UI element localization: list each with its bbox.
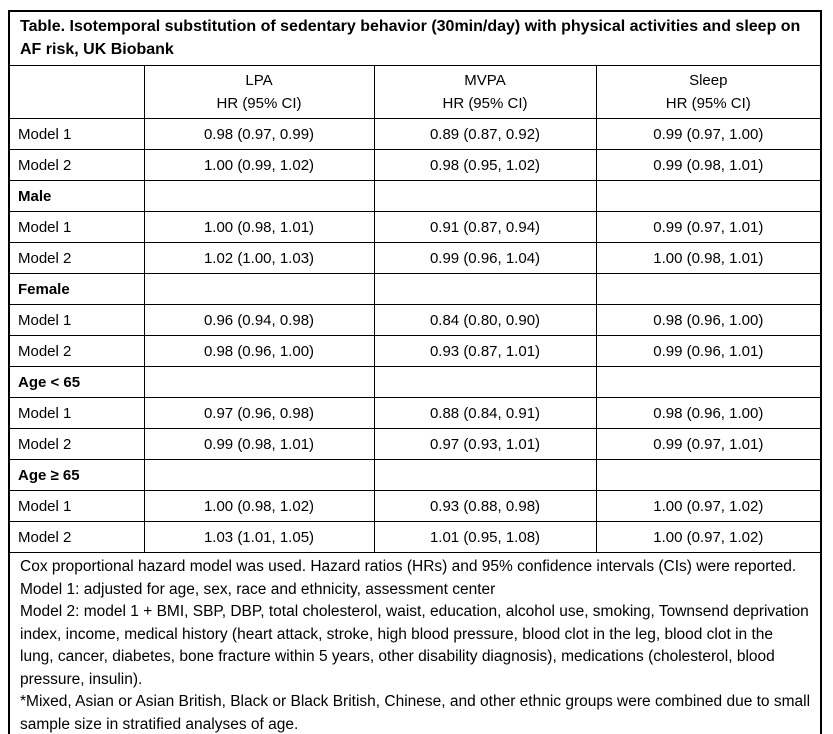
- row-label: Model 2: [9, 336, 144, 367]
- row-label: Model 2: [9, 150, 144, 181]
- header-lpa-sub: HR (95% CI): [216, 95, 302, 112]
- af-risk-table: [8, 10, 822, 734]
- footnote-ethnicity: *Mixed, Asian or Asian British, Black or Black British, Chinese, and other ethnic groups were combined due to small sample size in stratified analyses of age.: [20, 693, 811, 733]
- header-empty-cell: [9, 66, 144, 119]
- table-row: [9, 119, 821, 150]
- table-row: [9, 150, 821, 181]
- table-row: [9, 336, 821, 367]
- header-sleep: [596, 66, 821, 119]
- row-label: Model 1: [9, 398, 144, 429]
- table-title-row: [9, 11, 821, 66]
- header-sleep-label: Sleep: [689, 72, 728, 89]
- row-label: Model 1: [9, 305, 144, 336]
- section-label: Age ≥ 65: [9, 460, 144, 491]
- row-label: Model 1: [9, 491, 144, 522]
- hr-cell: 0.99 (0.98, 1.01): [596, 150, 821, 181]
- footnote-cell: [9, 553, 821, 734]
- hr-cell: 0.99 (0.96, 1.04): [374, 243, 596, 274]
- hr-cell: 0.98 (0.95, 1.02): [374, 150, 596, 181]
- header-lpa-label: LPA: [245, 72, 273, 89]
- empty-cell: [144, 367, 374, 398]
- section-label: Age < 65: [9, 367, 144, 398]
- hr-cell: 0.97 (0.96, 0.98): [144, 398, 374, 429]
- hr-cell: 0.84 (0.80, 0.90): [374, 305, 596, 336]
- row-label: Model 1: [9, 212, 144, 243]
- row-label: Model 2: [9, 522, 144, 553]
- hr-cell: 1.00 (0.98, 1.01): [144, 212, 374, 243]
- empty-cell: [144, 181, 374, 212]
- table-row: [9, 491, 821, 522]
- hr-cell: 1.00 (0.97, 1.02): [596, 522, 821, 553]
- table-row: [9, 522, 821, 553]
- empty-cell: [596, 460, 821, 491]
- footnote-model1: Model 1: adjusted for age, sex, race and ethnicity, assessment center: [20, 580, 496, 598]
- empty-cell: [596, 367, 821, 398]
- hr-cell: 0.98 (0.96, 1.00): [596, 398, 821, 429]
- hr-cell: 0.99 (0.97, 1.00): [596, 119, 821, 150]
- hr-cell: 0.99 (0.97, 1.01): [596, 429, 821, 460]
- header-mvpa-sub: HR (95% CI): [442, 95, 528, 112]
- section-label: Male: [9, 181, 144, 212]
- hr-cell: 0.88 (0.84, 0.91): [374, 398, 596, 429]
- empty-cell: [374, 460, 596, 491]
- row-label: Model 1: [9, 119, 144, 150]
- header-mvpa: [374, 66, 596, 119]
- empty-cell: [596, 274, 821, 305]
- hr-cell: 0.96 (0.94, 0.98): [144, 305, 374, 336]
- row-label: Model 2: [9, 429, 144, 460]
- header-lpa: [144, 66, 374, 119]
- hr-cell: 1.00 (0.98, 1.02): [144, 491, 374, 522]
- hr-cell: 0.93 (0.88, 0.98): [374, 491, 596, 522]
- footnote-model2: Model 2: model 1 + BMI, SBP, DBP, total cholesterol, waist, education, alcohol use, smoking, Townsend deprivation index, income, medical history (heart attack, stroke, high blood pressure, blood clot in the leg, blood clot in the lung, cancer, diabetes, bone fracture within 5 years, other disability diagnosis), medications (cholesterol, blood pressure, insulin).: [20, 603, 809, 688]
- header-sleep-sub: HR (95% CI): [665, 95, 751, 112]
- section-row: [9, 181, 821, 212]
- hr-cell: 0.98 (0.96, 1.00): [144, 336, 374, 367]
- hr-cell: 1.01 (0.95, 1.08): [374, 522, 596, 553]
- hr-cell: 0.91 (0.87, 0.94): [374, 212, 596, 243]
- empty-cell: [144, 274, 374, 305]
- hr-cell: 1.02 (1.00, 1.03): [144, 243, 374, 274]
- row-label: Model 2: [9, 243, 144, 274]
- empty-cell: [374, 367, 596, 398]
- hr-cell: 1.00 (0.98, 1.01): [596, 243, 821, 274]
- hr-cell: 1.00 (0.97, 1.02): [596, 491, 821, 522]
- footnote-methods: Cox proportional hazard model was used. Hazard ratios (HRs) and 95% confidence intervals (CIs) were reported.: [20, 558, 797, 575]
- table-row: [9, 429, 821, 460]
- hr-cell: 0.98 (0.96, 1.00): [596, 305, 821, 336]
- hr-cell: 0.97 (0.93, 1.01): [374, 429, 596, 460]
- hr-cell: 0.99 (0.96, 1.01): [596, 336, 821, 367]
- hr-cell: 0.99 (0.98, 1.01): [144, 429, 374, 460]
- table-row: [9, 305, 821, 336]
- empty-cell: [596, 181, 821, 212]
- hr-cell: 0.89 (0.87, 0.92): [374, 119, 596, 150]
- empty-cell: [144, 460, 374, 491]
- header-mvpa-label: MVPA: [464, 72, 506, 89]
- hr-cell: 0.98 (0.97, 0.99): [144, 119, 374, 150]
- hr-cell: 1.03 (1.01, 1.05): [144, 522, 374, 553]
- section-row: [9, 367, 821, 398]
- empty-cell: [374, 274, 596, 305]
- hr-cell: 1.00 (0.99, 1.02): [144, 150, 374, 181]
- table-header-row: [9, 66, 821, 119]
- table-row: [9, 212, 821, 243]
- table-title: Table. Isotemporal substitution of sedentary behavior (30min/day) with physical activities and sleep on AF risk, UK Biobank: [9, 11, 821, 66]
- table-row: [9, 243, 821, 274]
- table-row: [9, 398, 821, 429]
- hr-cell: 0.99 (0.97, 1.01): [596, 212, 821, 243]
- empty-cell: [374, 181, 596, 212]
- hr-cell: 0.93 (0.87, 1.01): [374, 336, 596, 367]
- section-row: [9, 460, 821, 491]
- footnote-row: [9, 553, 821, 734]
- section-row: [9, 274, 821, 305]
- section-label: Female: [9, 274, 144, 305]
